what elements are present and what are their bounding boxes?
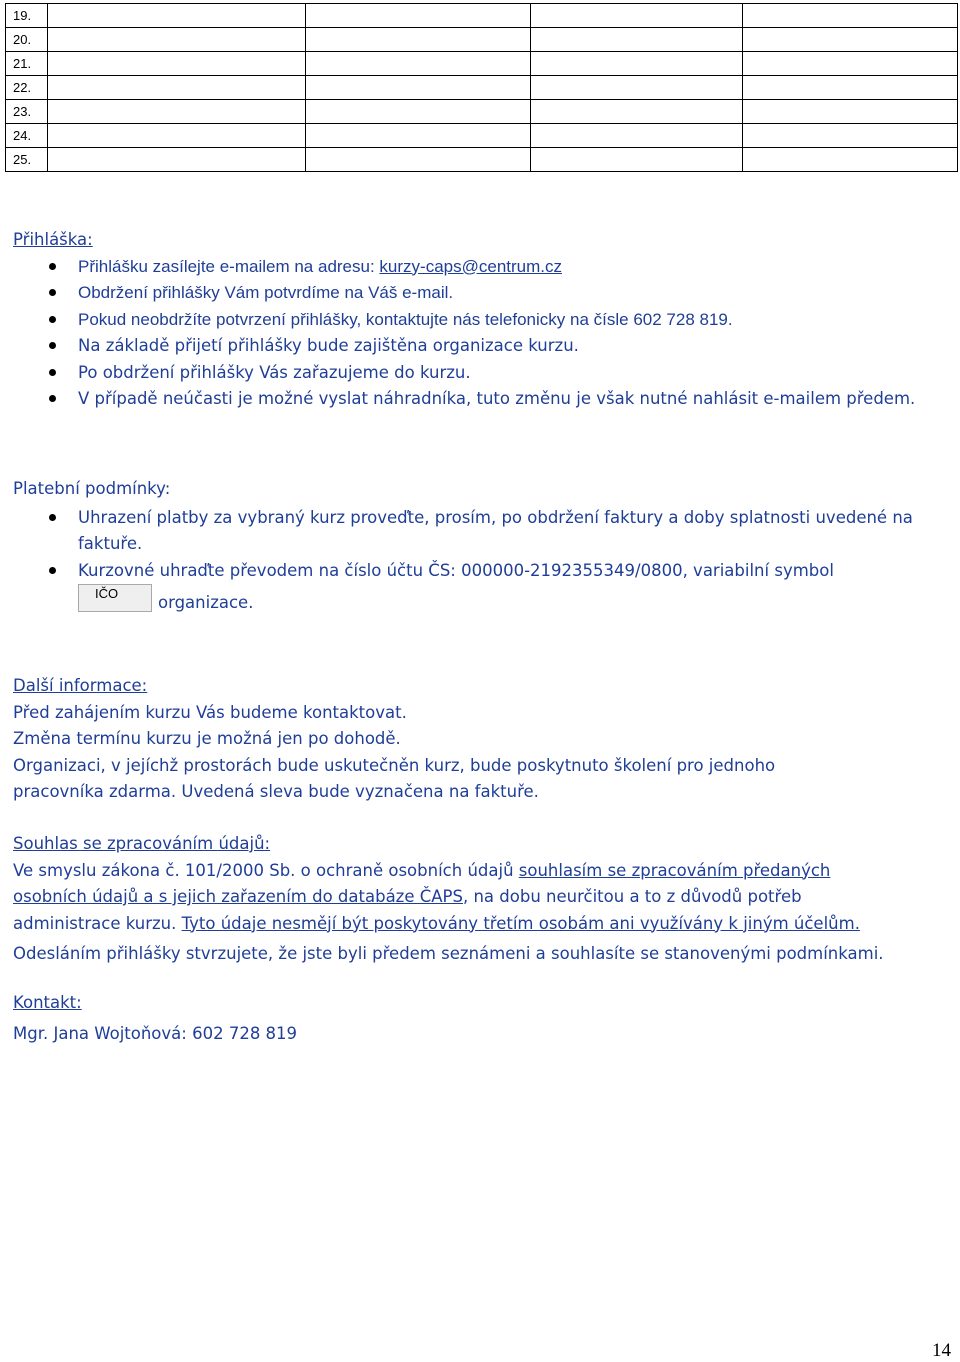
table-cell[interactable] <box>743 52 958 76</box>
section-heading-dalsi: Další informace: <box>13 676 148 695</box>
section-heading-platebni: Platební podmínky: <box>13 479 171 498</box>
list-item: Uhrazení platby za vybraný kurz proveďte, prosím, po obdržení faktury a doby splatnosti uvedené na faktuře. <box>13 505 943 558</box>
info-line: Změna termínu kurzu je možná jen po dohodě. <box>13 729 401 748</box>
table-row <box>6 4 958 28</box>
prihlaska-list <box>13 254 943 413</box>
platebni-list <box>13 505 943 617</box>
list-item: Po obdržení přihlášky Vás zařazujeme do kurzu. <box>13 360 943 387</box>
table-cell[interactable] <box>48 148 306 172</box>
table-cell[interactable] <box>48 52 306 76</box>
consent-paragraph <box>13 858 893 938</box>
table-cell[interactable] <box>48 100 306 124</box>
section-heading-souhlas: Souhlas se zpracováním údajů: <box>13 834 271 853</box>
table-cell[interactable] <box>48 76 306 100</box>
consent-text-underlined: souhlasím se zpracováním předaných osobních údajů a s jejich zařazením do databáze ČAPS <box>13 860 831 906</box>
table-cell[interactable] <box>743 4 958 28</box>
table-cell[interactable] <box>306 124 531 148</box>
list-item: Pokud neobdržíte potvrzení přihlášky, kontaktujte nás telefonicky na čísle 602 728 819. <box>13 307 943 334</box>
table-row <box>6 124 958 148</box>
row-number: 19. <box>6 4 48 28</box>
table-cell[interactable] <box>531 148 743 172</box>
table-cell[interactable] <box>743 124 958 148</box>
table-row <box>6 28 958 52</box>
table-row <box>6 100 958 124</box>
section-souhlas <box>13 831 943 968</box>
table-cell[interactable] <box>306 52 531 76</box>
consent-text-underlined: Tyto údaje nesmějí být poskytovány třetím osobám ani využívány k jiným účelům. <box>181 913 860 933</box>
table-cell[interactable] <box>531 76 743 100</box>
list-item: Obdržení přihlášky Vám potvrdíme na Váš e-mail. <box>13 280 943 307</box>
table-cell[interactable] <box>531 28 743 52</box>
page-number: 14 <box>932 1340 951 1361</box>
table-cell[interactable] <box>743 28 958 52</box>
section-heading-prihlaska: Přihláška: <box>13 230 93 249</box>
row-number: 24. <box>6 124 48 148</box>
payment-end-text: organizace. <box>158 593 254 612</box>
table-cell[interactable] <box>48 124 306 148</box>
table-cell[interactable] <box>48 28 306 52</box>
info-line: Před zahájením kurzu Vás budeme kontaktovat. <box>13 702 407 722</box>
contact-line: Mgr. Jana Wojtoňová: 602 728 819 <box>13 1023 298 1043</box>
section-dalsi <box>13 673 943 806</box>
table-cell[interactable] <box>531 100 743 124</box>
section-kontakt <box>13 990 943 1047</box>
list-item <box>13 558 943 617</box>
consent-text: Ve smyslu zákona č. 101/2000 Sb. o ochraně osobních údajů <box>13 860 519 880</box>
list-item: Na základě přijetí přihlášky bude zajištěna organizace kurzu. <box>13 333 943 360</box>
row-number: 23. <box>6 100 48 124</box>
info-line: Organizaci, v jejíchž prostorách bude uskutečněn kurz, bude poskytnuto školení pro jednoho pracovníka zdarma. Uvedená sleva bude vyznačena na faktuře. <box>13 755 776 801</box>
list-item: V případě neúčasti je možné vyslat náhradníka, tuto změnu je však nutné nahlásit e-mailem předem. <box>13 386 943 413</box>
table-cell[interactable] <box>306 100 531 124</box>
row-number: 21. <box>6 52 48 76</box>
table-cell[interactable] <box>306 28 531 52</box>
table-row <box>6 52 958 76</box>
table-cell[interactable] <box>306 4 531 28</box>
payment-account-text: Kurzovné uhraďte převodem na číslo účtu ČS: 000000-2192355349/0800, variabilní symbol <box>78 560 834 580</box>
table-cell[interactable] <box>531 52 743 76</box>
registration-table <box>5 3 958 172</box>
list-item <box>13 254 943 281</box>
table-cell[interactable] <box>48 4 306 28</box>
table-row <box>6 148 958 172</box>
row-number: 25. <box>6 148 48 172</box>
email-link[interactable]: kurzy-caps@centrum.cz <box>379 256 562 276</box>
table-cell[interactable] <box>531 124 743 148</box>
ico-field[interactable]: IČO <box>78 584 152 612</box>
table-cell[interactable] <box>743 100 958 124</box>
table-cell[interactable] <box>306 148 531 172</box>
table-cell[interactable] <box>743 148 958 172</box>
consent-confirmation: Odesláním přihlášky stvrzujete, že jste byli předem seznámeni a souhlasíte se stanovenými podmínkami. <box>13 944 884 963</box>
consent-text: , na dobu neurčitou a to z důvodů potřeb administrace kurzu. <box>13 887 802 933</box>
row-number: 22. <box>6 76 48 100</box>
row-number: 20. <box>6 28 48 52</box>
table-cell[interactable] <box>306 76 531 100</box>
section-platebni <box>13 476 943 617</box>
table-row <box>6 76 958 100</box>
table-cell[interactable] <box>743 76 958 100</box>
section-heading-kontakt: Kontakt: <box>13 993 82 1012</box>
table-cell[interactable] <box>531 4 743 28</box>
email-instruction: Přihlášku zasílejte e-mailem na adresu: <box>78 256 380 276</box>
section-prihlaska <box>13 227 943 413</box>
